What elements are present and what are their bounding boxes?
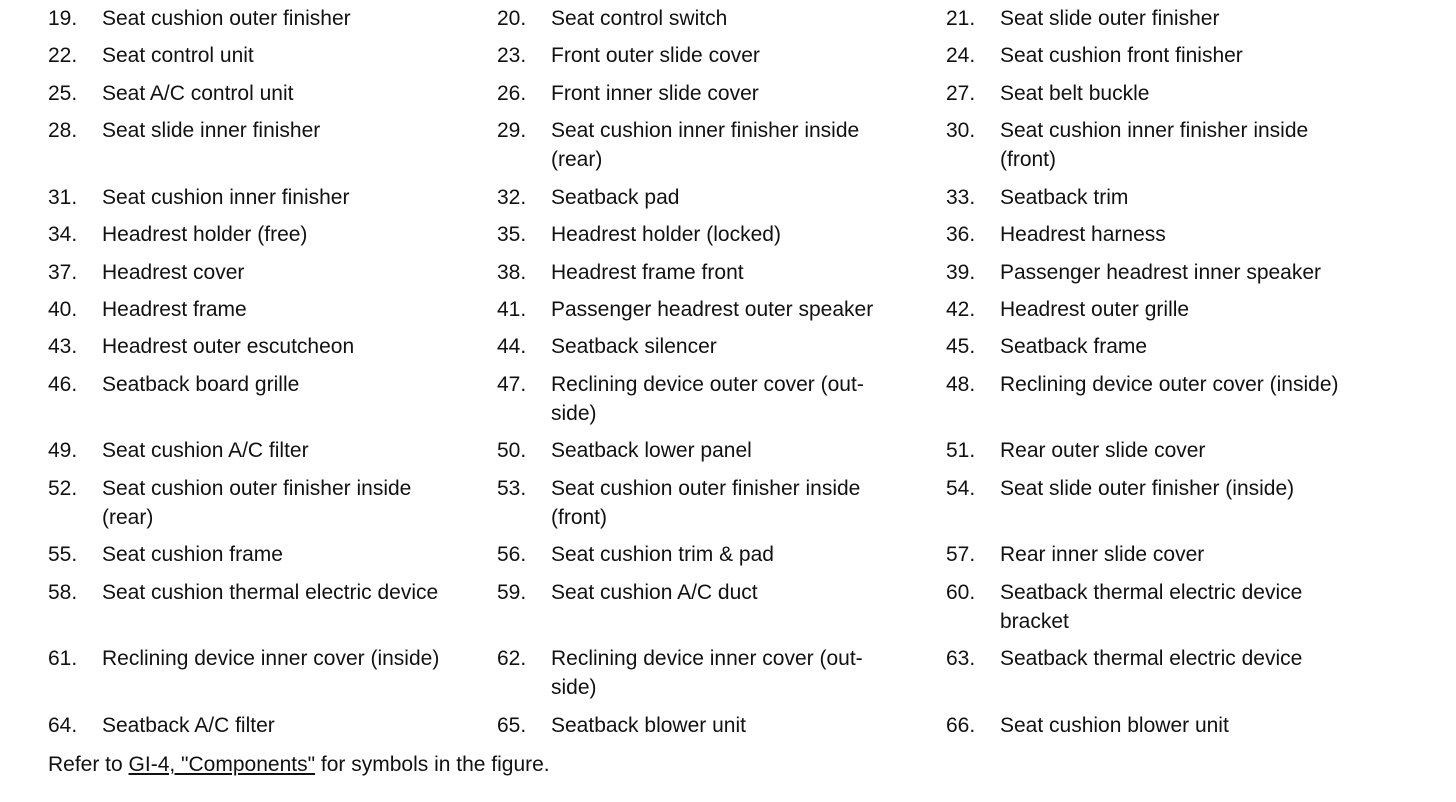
part-number: 48.: [946, 372, 976, 396]
footer-suffix: for symbols in the figure.: [315, 753, 550, 776]
part-name: Seat control switch: [551, 7, 728, 30]
part-number: 33.: [946, 185, 976, 209]
parts-row: [48, 540, 1448, 577]
part-name: Reclining device inner cover (inside): [102, 647, 440, 671]
part-number: 34.: [48, 223, 78, 247]
part-number: 19.: [48, 7, 78, 30]
part-name: Headrest frame front: [551, 260, 744, 284]
parts-row: [48, 183, 1448, 220]
part-name: Headrest holder (locked): [551, 223, 781, 247]
part-name: Seat cushion trim & pad: [551, 543, 774, 567]
part-number: 45.: [946, 335, 976, 359]
part-name: Rear inner slide cover: [1000, 543, 1205, 567]
parts-row: [48, 711, 1448, 748]
part-name: Seat cushion inner finisher inside (front): [1000, 119, 1309, 172]
part-number: 59.: [497, 580, 527, 604]
part-name: Seatback trim: [1000, 185, 1129, 209]
part-number: 29.: [497, 119, 527, 143]
part-number: 54.: [946, 476, 976, 500]
part-name: Reclining device inner cover (out-side): [551, 647, 863, 700]
part-number: 47.: [497, 372, 527, 396]
part-name: Headrest cover: [102, 260, 245, 284]
part-number: 52.: [48, 476, 78, 500]
part-name: Seat cushion blower unit: [1000, 713, 1229, 737]
part-number: 26.: [497, 81, 527, 105]
part-number: 23.: [497, 44, 527, 68]
part-number: 53.: [497, 476, 527, 500]
part-number: 61.: [48, 647, 78, 671]
part-number: 22.: [48, 44, 78, 68]
part-name: Reclining device outer cover (inside): [1000, 372, 1339, 396]
part-name: Seatback blower unit: [551, 713, 746, 737]
part-name: Seatback silencer: [551, 335, 717, 359]
part-number: 63.: [946, 647, 976, 671]
parts-row: [48, 79, 1448, 116]
part-name: Front inner slide cover: [551, 81, 759, 105]
part-number: 49.: [48, 439, 78, 463]
part-number: 25.: [48, 81, 78, 105]
parts-row: [48, 436, 1448, 473]
part-name: Seatback frame: [1000, 335, 1148, 359]
part-name: Headrest outer grille: [1000, 297, 1190, 321]
parts-row: [48, 4, 1448, 41]
part-number: 31.: [48, 185, 78, 209]
part-number: 20.: [497, 7, 527, 30]
part-number: 58.: [48, 580, 78, 604]
part-number: 39.: [946, 260, 976, 284]
part-name: Rear outer slide cover: [1000, 439, 1206, 463]
part-number: 57.: [946, 543, 976, 567]
part-name: Seat cushion inner finisher: [102, 185, 350, 209]
part-name: Passenger headrest inner speaker: [1000, 260, 1322, 284]
parts-row: [48, 258, 1448, 295]
footer-prefix: Refer to: [48, 753, 129, 776]
part-name: Seat A/C control unit: [102, 81, 294, 105]
components-reference-link[interactable]: GI-4, "Components": [128, 753, 316, 776]
part-name: Seat slide outer finisher (inside): [1000, 476, 1295, 500]
part-name: Headrest holder (free): [102, 223, 308, 247]
parts-row: [48, 332, 1448, 369]
part-name: Seat cushion A/C filter: [102, 439, 309, 463]
parts-row: [48, 116, 1448, 183]
part-name: Seatback pad: [551, 185, 680, 209]
part-number: 21.: [946, 7, 976, 30]
part-number: 64.: [48, 713, 78, 737]
part-name: Seat control unit: [102, 44, 254, 68]
part-number: 32.: [497, 185, 527, 209]
part-name: Seatback lower panel: [551, 439, 752, 463]
parts-legend-grid: [48, 4, 1448, 748]
part-number: 41.: [497, 297, 527, 321]
part-number: 65.: [497, 713, 527, 737]
part-name: Seat slide inner finisher: [102, 119, 321, 143]
part-name: Seat slide outer finisher: [1000, 7, 1220, 30]
parts-row: [48, 370, 1448, 437]
part-number: 42.: [946, 297, 976, 321]
footer-note: [48, 750, 550, 779]
part-name: Front outer slide cover: [551, 44, 760, 68]
part-name: Headrest outer escutcheon: [102, 335, 355, 359]
part-number: 51.: [946, 439, 976, 463]
part-number: 55.: [48, 543, 78, 567]
part-number: 28.: [48, 119, 78, 143]
parts-row: [48, 644, 1448, 711]
part-name: Seatback thermal electric device bracket: [1000, 580, 1303, 633]
part-number: 37.: [48, 260, 78, 284]
part-name: Passenger headrest outer speaker: [551, 297, 874, 321]
part-name: Seat cushion outer finisher: [102, 7, 351, 30]
part-name: Seat cushion inner finisher inside (rear): [551, 119, 860, 172]
part-number: 56.: [497, 543, 527, 567]
part-name: Seat cushion A/C duct: [551, 580, 758, 604]
parts-row: [48, 41, 1448, 78]
part-number: 62.: [497, 647, 527, 671]
part-name: Seat belt buckle: [1000, 81, 1150, 105]
part-name: Seat cushion thermal electric device: [102, 580, 439, 604]
part-number: 27.: [946, 81, 976, 105]
part-number: 66.: [946, 713, 976, 737]
part-name: Seat cushion outer finisher inside (front): [551, 476, 861, 529]
part-number: 46.: [48, 372, 78, 396]
part-name: Seat cushion front finisher: [1000, 44, 1243, 68]
part-name: Headrest harness: [1000, 223, 1166, 247]
parts-row: [48, 578, 1448, 645]
part-number: 35.: [497, 223, 527, 247]
parts-row: [48, 295, 1448, 332]
part-number: 43.: [48, 335, 78, 359]
parts-row: [48, 474, 1448, 541]
part-name: Seat cushion outer finisher inside (rear): [102, 476, 412, 529]
part-number: 24.: [946, 44, 976, 68]
part-name: Headrest frame: [102, 297, 247, 321]
part-number: 60.: [946, 580, 976, 604]
part-name: Seat cushion frame: [102, 543, 283, 567]
part-number: 40.: [48, 297, 78, 321]
parts-row: [48, 220, 1448, 257]
part-number: 30.: [946, 119, 976, 143]
part-name: Reclining device outer cover (out-side): [551, 372, 864, 425]
part-number: 50.: [497, 439, 527, 463]
part-name: Seatback A/C filter: [102, 713, 275, 737]
part-number: 44.: [497, 335, 527, 359]
part-name: Seatback thermal electric device: [1000, 647, 1303, 671]
part-number: 36.: [946, 223, 976, 247]
part-name: Seatback board grille: [102, 372, 300, 396]
part-number: 38.: [497, 260, 527, 284]
